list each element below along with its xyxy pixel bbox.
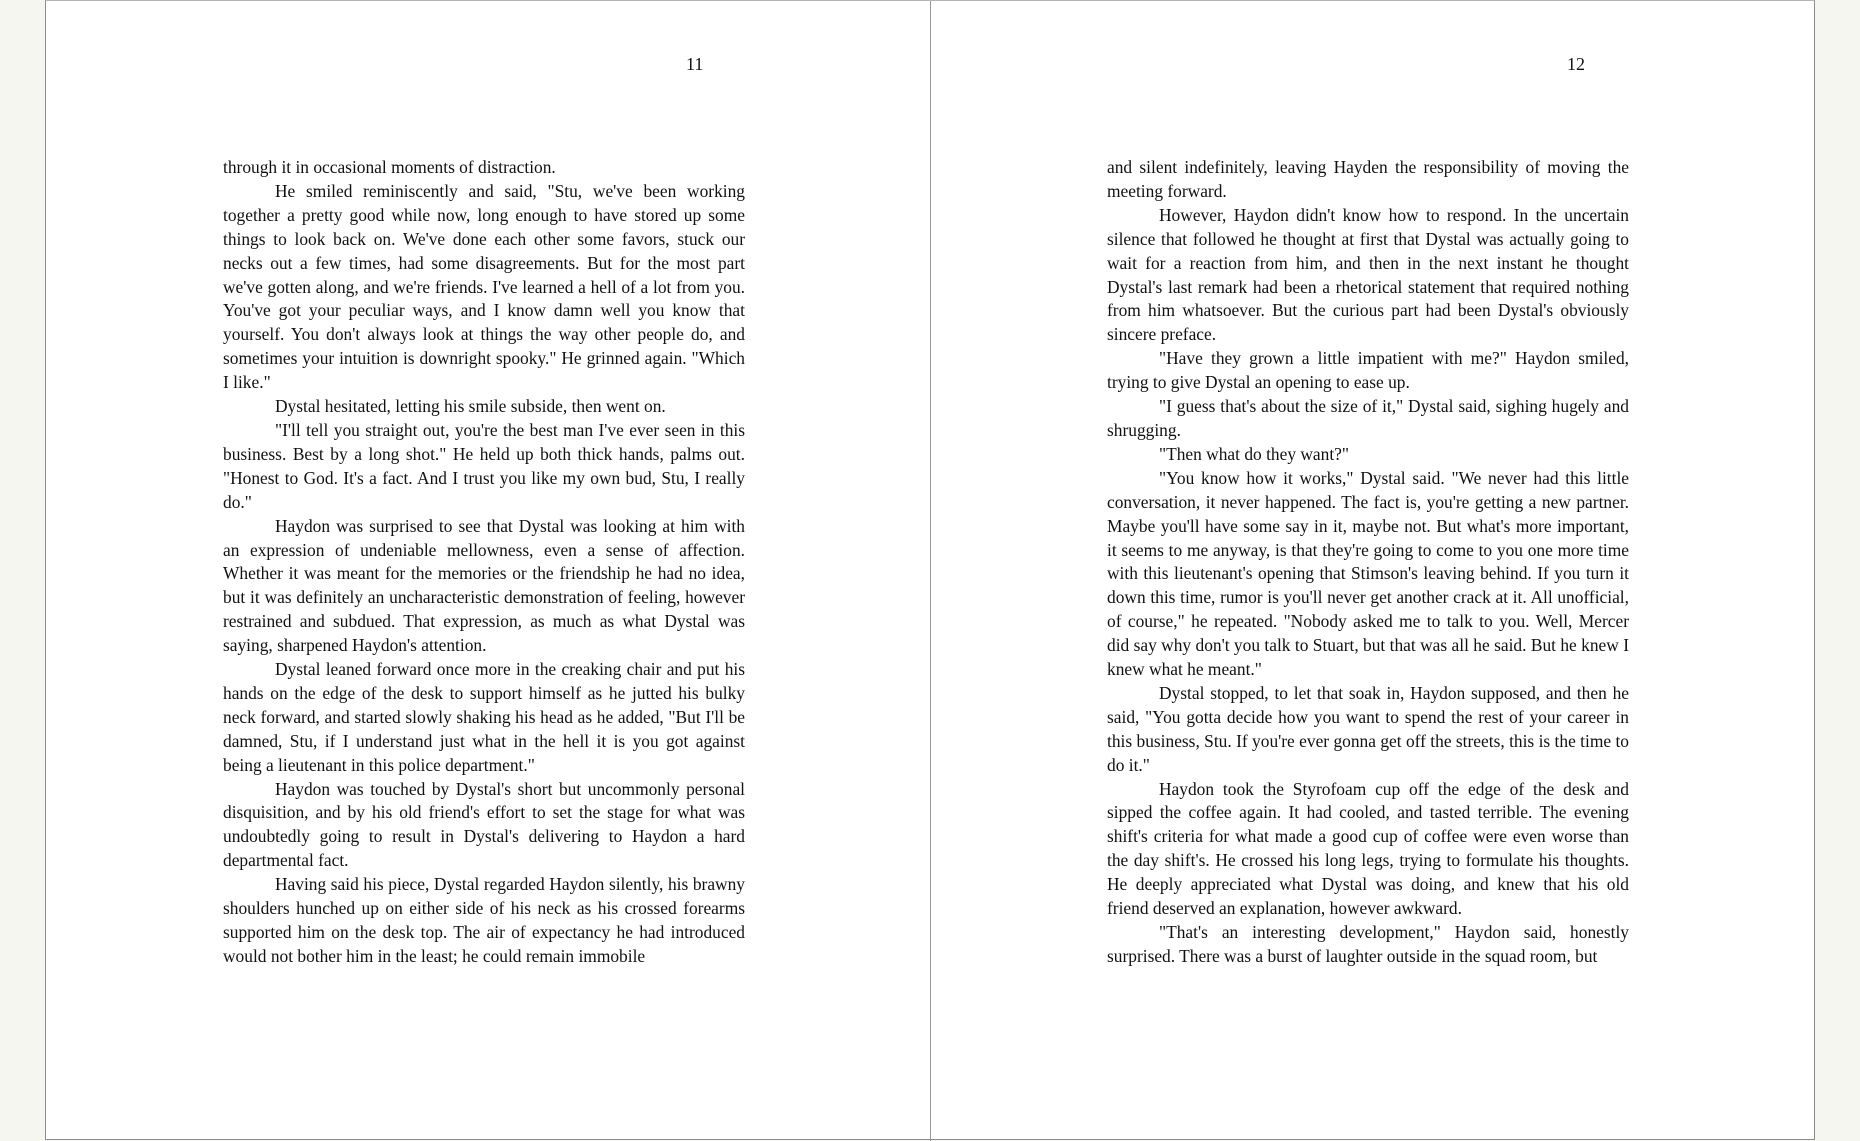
page-number: 11	[686, 54, 704, 74]
paragraph: Haydon was touched by Dystal's short but uncommonly personal disquisition, and by his old friend's effort to set the stage for what was undoubtedly going to result in Dystal's delivering to Haydon a hard departmental fact.	[223, 778, 745, 871]
paragraph: and silent indefinitely, leaving Hayden the responsibility of moving the meeting forward.	[1107, 157, 1629, 201]
paragraph: "Then what do they want?"	[1159, 443, 1349, 464]
paragraph: However, Haydon didn't know how to respond. In the uncertain silence that followed he thought at first that Dystal was actually going to wait for a reaction from him, and then in the next instant he thought Dystal's last remark had been a rhetorical statement that required nothing from him whatsoever. But the curious part had been Dystal's obviously sincere preface.	[1107, 204, 1629, 345]
paragraph: Haydon was surprised to see that Dystal was looking at him with an expression of undeniable mellowness, even a sense of affection. Whether it was meant for the memories or the friendship he had no idea, but it was definitely an uncharacteristic demonstration of feeling, however restrained and subdued. That expression, as much as what Dystal was saying, sharpened Haydon's attention.	[223, 515, 745, 656]
page-text	[223, 156, 745, 969]
right-page	[931, 1, 1815, 1141]
paragraph: "You know how it works," Dystal said. "We never had this little conversation, it never happened. The fact is, you're getting a new partner. Maybe you'll have some say in it, maybe not. But what's more important, it seems to me anyway, is that they're going to come to you one more time with this lieutenant's opening that Stimson's leaving behind. If you turn it down this time, rumor is you'll never get another crack at it. All unofficial, of course," he repeated. "Nobody asked me to talk to you. Well, Mercer did say why don't you talk to Stuart, but that was all he said. But he knew I knew what he meant."	[1107, 467, 1629, 680]
paragraph: He smiled reminiscently and said, "Stu, we've been working together a pretty good while now, long enough to have stored up some things to look back on. We've done each other some favors, stuck our necks out a few times, had some disagreements. But for the most part we've gotten along, and we're friends. I've learned a hell of a lot from you. You've got your peculiar ways, and I know damn well you know that yourself. You don't always look at things the way other people do, and sometimes your intuition is downright spooky." He grinned again. "Which I like."	[223, 180, 745, 393]
paragraph: Dystal leaned forward once more in the creaking chair and put his hands on the edge of the desk to support himself as he jutted his bulky neck forward, and started slowly shaking his head as he added, "But I'll be damned, Stu, if I understand just what in the hell it is you got against being a lieutenant in this police department."	[223, 659, 745, 775]
paragraph: Dystal hesitated, letting his smile subside, then went on.	[275, 396, 666, 417]
book-spread	[45, 0, 1815, 1140]
page-text	[1107, 156, 1629, 969]
paragraph: "Have they grown a little impatient with me?" Haydon smiled, trying to give Dystal an opening to ease up.	[1107, 348, 1629, 393]
paragraph: "I guess that's about the size of it," Dystal said, sighing hugely and shrugging.	[1107, 396, 1629, 440]
page-number: 12	[1567, 54, 1585, 74]
paragraph: "That's an interesting development," Haydon said, honestly surprised. There was a burst of laughter outside in the squad room, but	[1107, 922, 1629, 966]
paragraph: Having said his piece, Dystal regarded Haydon silently, his brawny shoulders hunched up on either side of his neck as his crossed forearms supported him on the desk top. The air of expectancy he had introduced would not bother him in the least; he could remain immobile	[223, 874, 745, 966]
paragraph: Dystal stopped, to let that soak in, Haydon supposed, and then he said, "You gotta decide how you want to spend the rest of your career in this business, Stu. If you're ever gonna get off the streets, this is the time to do it."	[1107, 682, 1629, 775]
left-page	[46, 1, 930, 1141]
paragraph: "I'll tell you straight out, you're the best man I've ever seen in this business. Best by a long shot." He held up both thick hands, palms out. "Honest to God. It's a fact. And I trust you like my own bud, Stu, I really do."	[223, 419, 745, 512]
paragraph: through it in occasional moments of distraction.	[223, 157, 556, 177]
paragraph: Haydon took the Styrofoam cup off the edge of the desk and sipped the coffee again. It had cooled, and tasted terrible. The evening shift's criteria for what made a good cup of coffee were even worse than the day shift's. He crossed his long legs, trying to formulate his thoughts. He deeply appreciated what Dystal was doing, and knew that his old friend deserved an explanation, however awkward.	[1107, 778, 1629, 919]
